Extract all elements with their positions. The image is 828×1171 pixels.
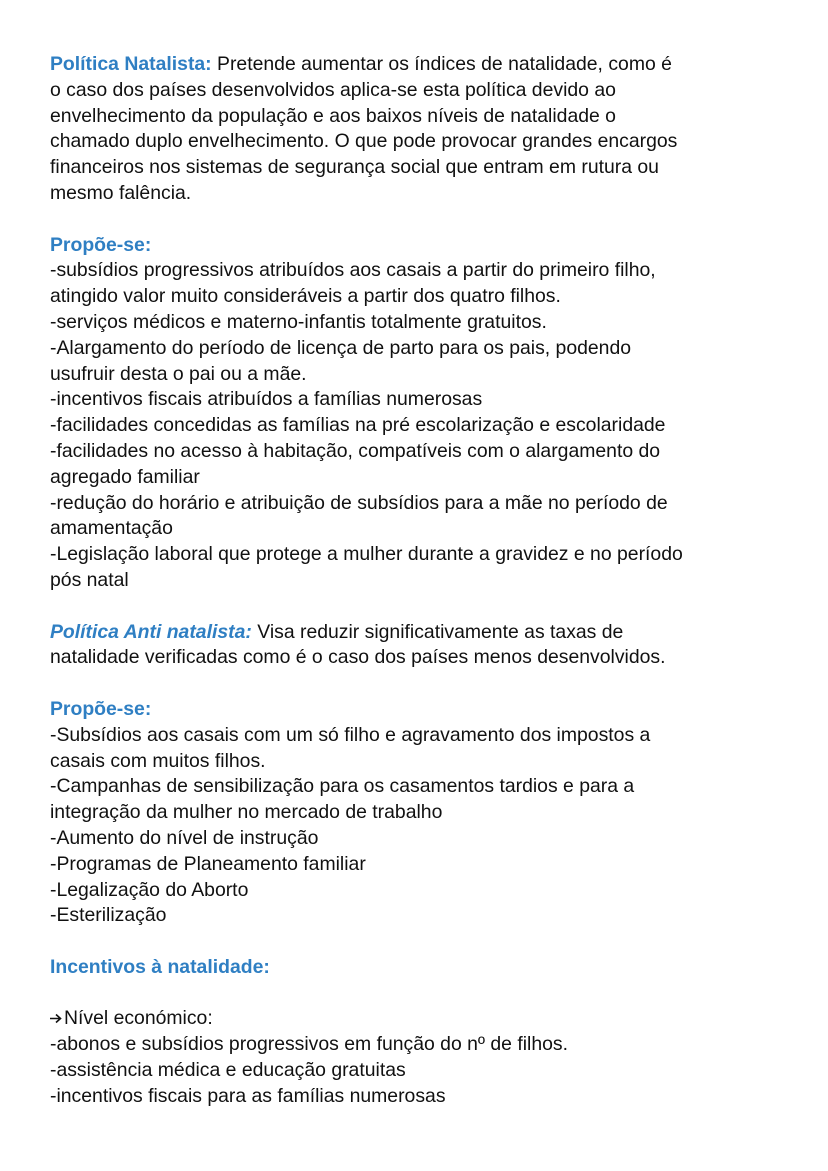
economic-level-line [50, 1006, 790, 1032]
list-line: -serviços médicos e materno-infantis totalmente gratuitos. [50, 310, 547, 333]
paragraph-text: Visa reduzir significativamente as taxas de [251, 620, 624, 643]
list-line: -facilidades concedidas as famílias na pré escolarização e escolaridade [50, 414, 666, 437]
paragraph-line: financeiros nos sistemas de segurança social que entram em rutura ou [50, 156, 659, 179]
list-line: -assistência médica e educação gratuitas [50, 1059, 406, 1082]
paragraph-line [50, 52, 790, 78]
paragraph-line: envelhecimento da população e aos baixos níveis de natalidade o [50, 104, 616, 127]
list-line: -subsídios progressivos atribuídos aos casais a partir do primeiro filho, [50, 259, 656, 282]
list-line: amamentação [50, 517, 173, 540]
natalist-policy-heading: Política Natalista: [50, 53, 212, 75]
paragraph-line: mesmo falência. [50, 181, 192, 204]
list-line: -Aumento do nível de instrução [50, 826, 319, 849]
paragraph-line: chamado duplo envelhecimento. O que pode provocar grandes encargos [50, 130, 678, 153]
paragraph-text: Pretende aumentar os índices de natalidade, como é [211, 53, 672, 75]
paragraph-line: o caso dos países desenvolvidos aplica-se esta política devido ao [50, 78, 616, 101]
list-line: -Legislação laboral que protege a mulher durante a gravidez e no período [50, 543, 683, 566]
proposals-heading: Propõe-se: [50, 697, 152, 720]
list-line: -facilidades no acesso à habitação, compatíveis com o alargamento do [50, 439, 661, 462]
list-line: usufruir desta o pai ou a mãe. [50, 362, 307, 385]
list-line: -incentivos fiscais para as famílias numerosas [50, 1084, 446, 1107]
list-line: -Alargamento do período de licença de parto para os pais, podendo [50, 336, 632, 359]
document-body [50, 52, 790, 1110]
list-line: atingido valor muito consideráveis a partir dos quatro filhos. [50, 285, 561, 308]
list-line: -Subsídios aos casais com um só filho e agravamento dos impostos a [50, 723, 651, 746]
list-line: -abonos e subsídios progressivos em função do nº de filhos. [50, 1033, 568, 1056]
list-line: -incentivos fiscais atribuídos a famílias numerosas [50, 388, 483, 411]
list-line: -Programas de Planeamento familiar [50, 852, 366, 875]
list-line: casais com muitos filhos. [50, 749, 266, 772]
list-line: integração da mulher no mercado de trabalho [50, 801, 443, 824]
paragraph-line: natalidade verificadas como é o caso dos países menos desenvolvidos. [50, 646, 666, 669]
list-line: -redução do horário e atribuição de subsídios para a mãe no período de [50, 491, 668, 514]
right-arrow-icon [50, 1012, 62, 1025]
list-line: -Esterilização [50, 904, 167, 927]
list-line: pós natal [50, 568, 129, 591]
list-line: -Campanhas de sensibilização para os casamentos tardios e para a [50, 775, 635, 798]
economic-level-label: Nível económico: [64, 1007, 213, 1030]
list-line: agregado familiar [50, 465, 200, 488]
paragraph-line [50, 620, 790, 646]
anti-natalist-policy-heading: Política Anti natalista: [50, 620, 252, 643]
list-line: -Legalização do Aborto [50, 878, 249, 901]
natality-incentives-heading: Incentivos à natalidade: [50, 955, 270, 978]
proposals-heading: Propõe-se: [50, 233, 152, 256]
